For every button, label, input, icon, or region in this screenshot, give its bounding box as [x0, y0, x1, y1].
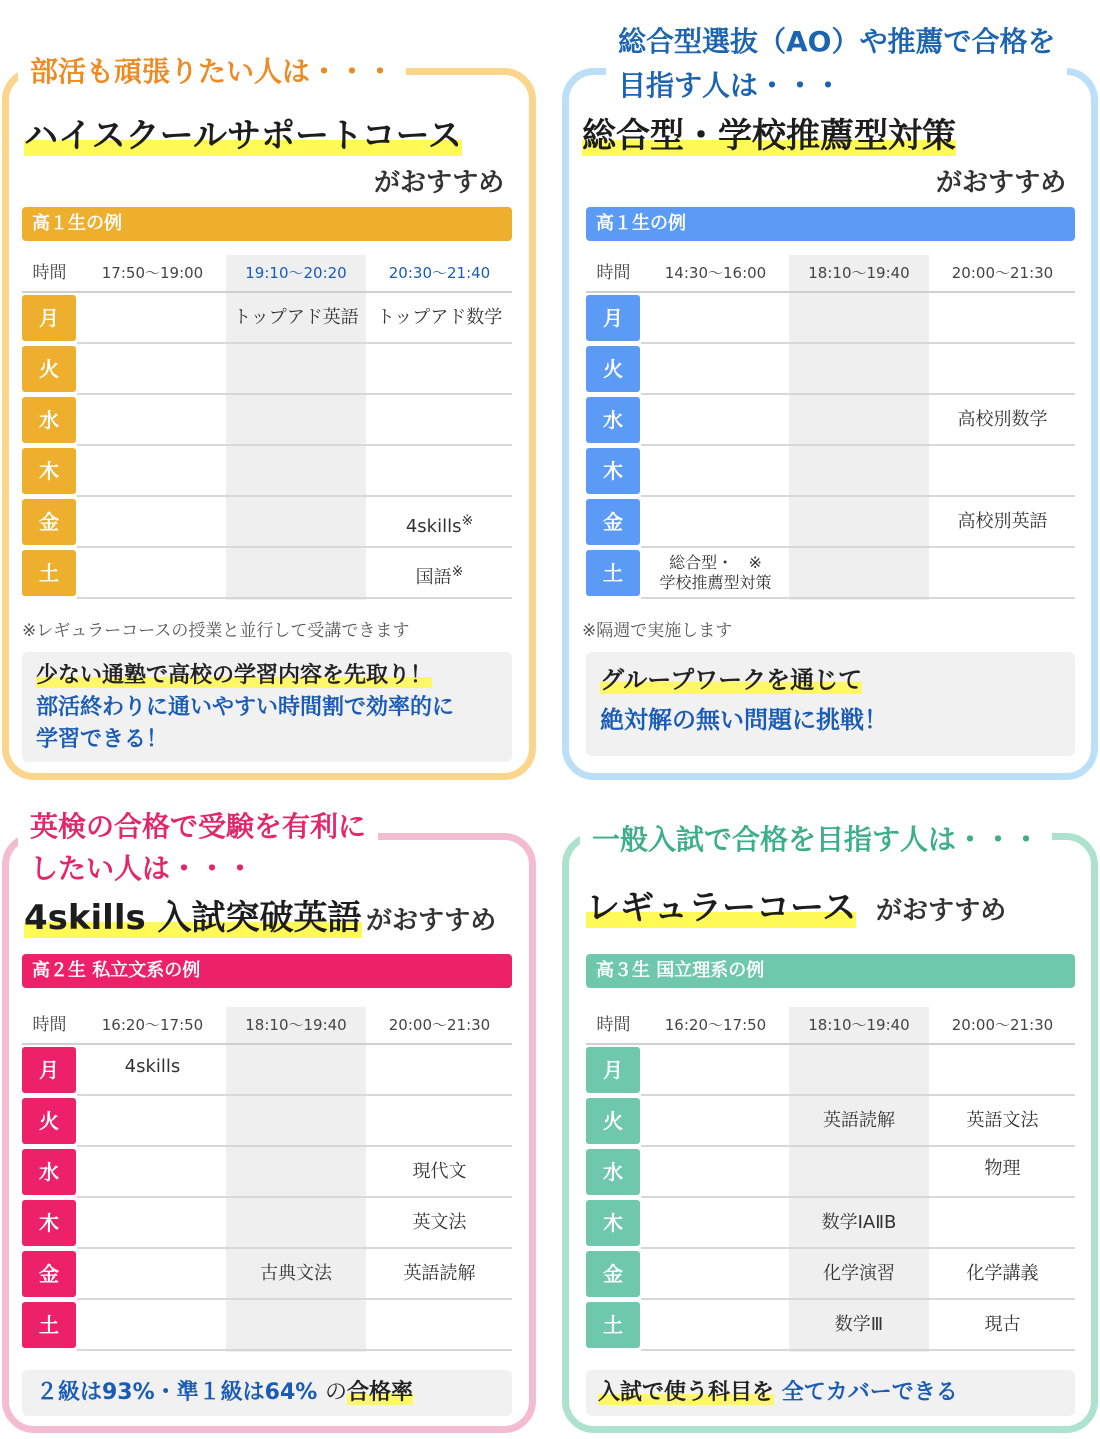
table-row	[22, 1147, 512, 1198]
table-row	[22, 548, 512, 599]
day-label: 木	[586, 1200, 640, 1246]
table-row	[586, 1249, 1075, 1300]
table-row	[22, 344, 512, 395]
time-header: 時間	[32, 263, 67, 283]
class-cell: 数学Ⅲ	[834, 1314, 884, 1335]
panel-caption: 総合型選抜（AO）や推薦で合格を 目指す人は・・・	[606, 20, 1067, 108]
time-slot: 20:00〜21:30	[388, 1016, 491, 1034]
table-row	[22, 1096, 512, 1147]
day-label: 土	[586, 1302, 640, 1348]
day-label: 金	[22, 1251, 76, 1297]
day-label: 火	[22, 1098, 76, 1144]
message-line: 入試で使う科目を 全てカバーできる	[598, 1380, 958, 1405]
day-label: 木	[22, 448, 76, 494]
timetable	[586, 1007, 1075, 1352]
class-cell: 英語読解	[403, 1263, 476, 1284]
footnote: ※レギュラーコースの授業と並行して受講できます	[22, 621, 410, 641]
day-label: 木	[586, 448, 640, 494]
class-cell: 総合型・ ※ 学校推薦型対策	[659, 553, 772, 592]
time-header: 時間	[596, 1015, 631, 1035]
class-cell: 数学ⅠAⅡB	[821, 1212, 897, 1233]
day-label: 土	[22, 1302, 76, 1348]
class-cell: 物理	[984, 1158, 1021, 1179]
day-label: 月	[22, 295, 76, 341]
recommend-suffix: がおすすめ	[936, 168, 1067, 198]
table-row	[22, 395, 512, 446]
timetable	[586, 255, 1075, 600]
day-label: 水	[22, 1149, 76, 1195]
time-slot: 14:30〜16:00	[664, 264, 767, 282]
message-line: ２級は93%・準１級は64% の合格率	[36, 1380, 414, 1405]
table-row	[586, 1045, 1075, 1096]
panel-caption: 英検の合格で受験を有利に したい人は・・・	[18, 806, 378, 890]
time-slot: 18:10〜19:40	[245, 1016, 347, 1034]
message-box	[586, 1370, 1075, 1416]
panel-caption: 部活も頑張りたい人は・・・	[18, 52, 406, 92]
class-cell: 古典文法	[260, 1263, 332, 1284]
class-cell: トップアド英語	[233, 307, 359, 328]
course-title: レギュラーコース	[586, 888, 857, 928]
day-label: 金	[586, 1251, 640, 1297]
example-bar: 高３生 国立理系の例	[586, 954, 1075, 988]
table-row	[586, 293, 1075, 344]
message-line: グループワークを通じて	[600, 666, 863, 694]
class-cell: 現代文	[412, 1161, 467, 1182]
day-label: 土	[22, 550, 76, 596]
time-slot: 16:20〜17:50	[101, 1016, 204, 1034]
example-bar: 高２生 私立文系の例	[22, 954, 512, 988]
day-label: 金	[586, 499, 640, 545]
course-title: 総合型・学校推薦型対策	[582, 116, 956, 156]
table-row	[22, 446, 512, 497]
table-row	[22, 293, 512, 344]
day-label: 月	[22, 1047, 76, 1093]
class-cell: 化学講義	[966, 1263, 1039, 1284]
table-row	[586, 1300, 1075, 1351]
time-slot: 20:00〜21:30	[951, 264, 1054, 282]
message-box	[22, 1370, 512, 1416]
class-cell: 高校別英語	[957, 511, 1048, 532]
example-bar: 高１生の例	[22, 207, 512, 241]
class-cell: 高校別数学	[957, 409, 1048, 430]
recommend-suffix: がおすすめ	[374, 168, 505, 198]
table-row	[22, 1249, 512, 1300]
class-cell: 化学演習	[823, 1263, 895, 1284]
day-label: 水	[586, 1149, 640, 1195]
time-slot: 20:00〜21:30	[951, 1016, 1054, 1034]
time-slot: 20:30〜21:40	[388, 264, 491, 282]
footnote: ※隔週で実施します	[582, 621, 733, 641]
table-row	[586, 1147, 1075, 1198]
recommend-suffix: がおすすめ	[366, 906, 497, 936]
table-row	[22, 1300, 512, 1351]
day-label: 水	[586, 397, 640, 443]
table-row	[22, 1045, 512, 1096]
day-label: 火	[586, 1098, 640, 1144]
day-label: 金	[22, 499, 76, 545]
message-line: 部活終わりに通いやすい時間割で効率的に	[36, 695, 455, 720]
class-cell: 4skills	[124, 1056, 181, 1077]
message-box	[586, 652, 1075, 756]
table-row	[586, 1096, 1075, 1147]
timetable	[22, 1007, 512, 1352]
day-label: 月	[586, 295, 640, 341]
table-row	[586, 446, 1075, 497]
class-cell: トップアド数学	[376, 307, 503, 328]
class-cell: 国語※	[415, 564, 464, 588]
class-cell: 4skills※	[405, 513, 474, 537]
table-row	[586, 548, 1075, 599]
time-header: 時間	[596, 263, 631, 283]
class-cell: 英文法	[412, 1212, 467, 1233]
class-cell: 現古	[984, 1314, 1021, 1335]
course-title: 4skills 入試突破英語	[24, 898, 362, 938]
table-row	[22, 497, 512, 548]
course-title: ハイスクールサポートコース	[24, 116, 462, 156]
time-slot: 18:10〜19:40	[808, 264, 910, 282]
table-row	[586, 344, 1075, 395]
day-label: 土	[586, 550, 640, 596]
message-line: 絶対解の無い問題に挑戦！	[600, 706, 888, 734]
example-bar: 高１生の例	[586, 207, 1075, 241]
time-slot: 18:10〜19:40	[808, 1016, 910, 1034]
table-row	[22, 1198, 512, 1249]
timetable	[22, 255, 512, 600]
time-slot: 17:50〜19:00	[101, 264, 204, 282]
recommend-suffix: がおすすめ	[876, 896, 1007, 926]
panel-caption: 一般入試で合格を目指す人は・・・	[580, 820, 1052, 860]
time-slot: 19:10〜20:20	[245, 264, 347, 282]
time-header: 時間	[32, 1015, 67, 1035]
day-label: 月	[586, 1047, 640, 1093]
day-label: 火	[586, 346, 640, 392]
table-row	[586, 1198, 1075, 1249]
table-row	[586, 395, 1075, 446]
table-row	[586, 497, 1075, 548]
time-slot: 16:20〜17:50	[664, 1016, 767, 1034]
class-cell: 英語読解	[823, 1110, 895, 1131]
message-box	[22, 652, 512, 762]
day-label: 水	[22, 397, 76, 443]
day-label: 木	[22, 1200, 76, 1246]
day-label: 火	[22, 346, 76, 392]
message-line: 学習できる！	[36, 727, 169, 752]
message-line: 少ない通塾で高校の学習内容を先取り！	[36, 663, 433, 688]
class-cell: 英語文法	[966, 1110, 1039, 1131]
